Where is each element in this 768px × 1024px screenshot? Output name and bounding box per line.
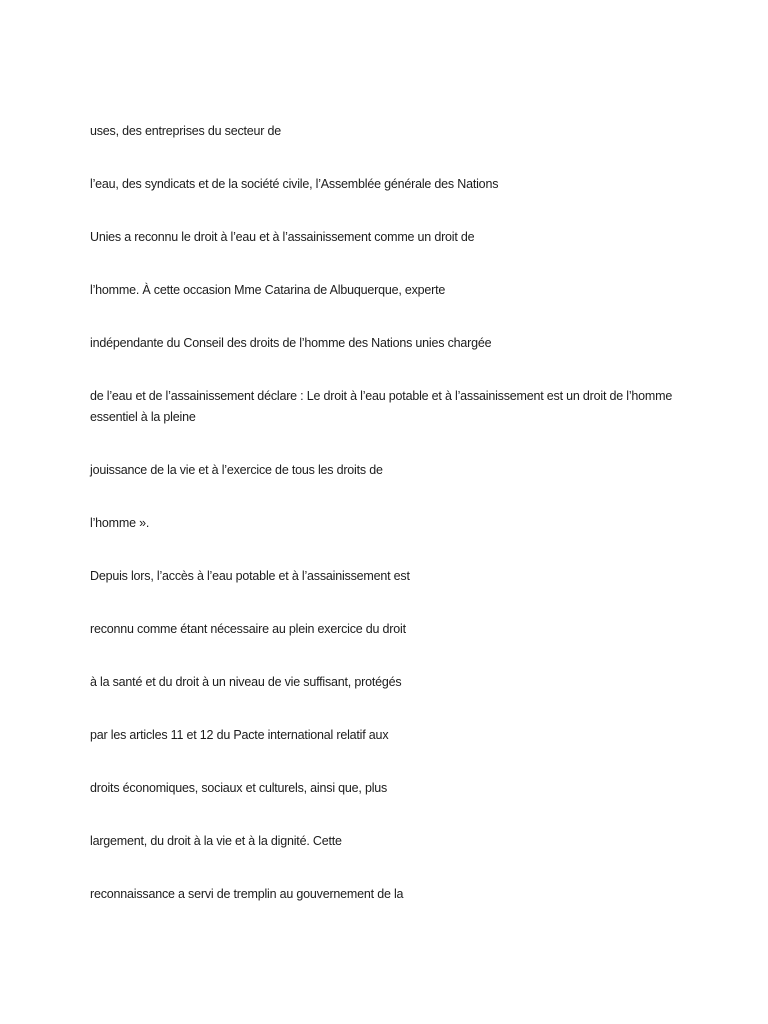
document-body bbox=[90, 121, 690, 937]
paragraph: largement, du droit à la vie et à la dignité. Cette bbox=[90, 834, 342, 848]
paragraph: Unies a reconnu le droit à l’eau et à l’assainissement comme un droit de bbox=[90, 230, 475, 244]
paragraph: l’homme ». bbox=[90, 516, 150, 530]
paragraph: l’eau, des syndicats et de la société civile, l’Assemblée générale des Nations bbox=[90, 177, 499, 191]
paragraph: uses, des entreprises du secteur de bbox=[90, 124, 282, 138]
paragraph: indépendante du Conseil des droits de l’homme des Nations unies chargée bbox=[90, 336, 492, 350]
paragraph: jouissance de la vie et à l’exercice de tous les droits de bbox=[90, 463, 383, 477]
paragraph: Depuis lors, l’accès à l’eau potable et à l’assainissement est bbox=[90, 569, 410, 583]
paragraph: reconnaissance a servi de tremplin au gouvernement de la bbox=[90, 887, 404, 901]
paragraph: de l’eau et de l’assainissement déclare : Le droit à l’eau potable et à l’assainissement est un droit de l’homme essentiel à la pleine bbox=[90, 389, 673, 424]
paragraph: reconnu comme étant nécessaire au plein exercice du droit bbox=[90, 622, 406, 636]
paragraph: l’homme. À cette occasion Mme Catarina de Albuquerque, experte bbox=[90, 283, 446, 297]
paragraph: à la santé et du droit à un niveau de vie suffisant, protégés bbox=[90, 675, 402, 689]
paragraph: droits économiques, sociaux et culturels, ainsi que, plus bbox=[90, 781, 388, 795]
paragraph: par les articles 11 et 12 du Pacte international relatif aux bbox=[90, 728, 389, 742]
